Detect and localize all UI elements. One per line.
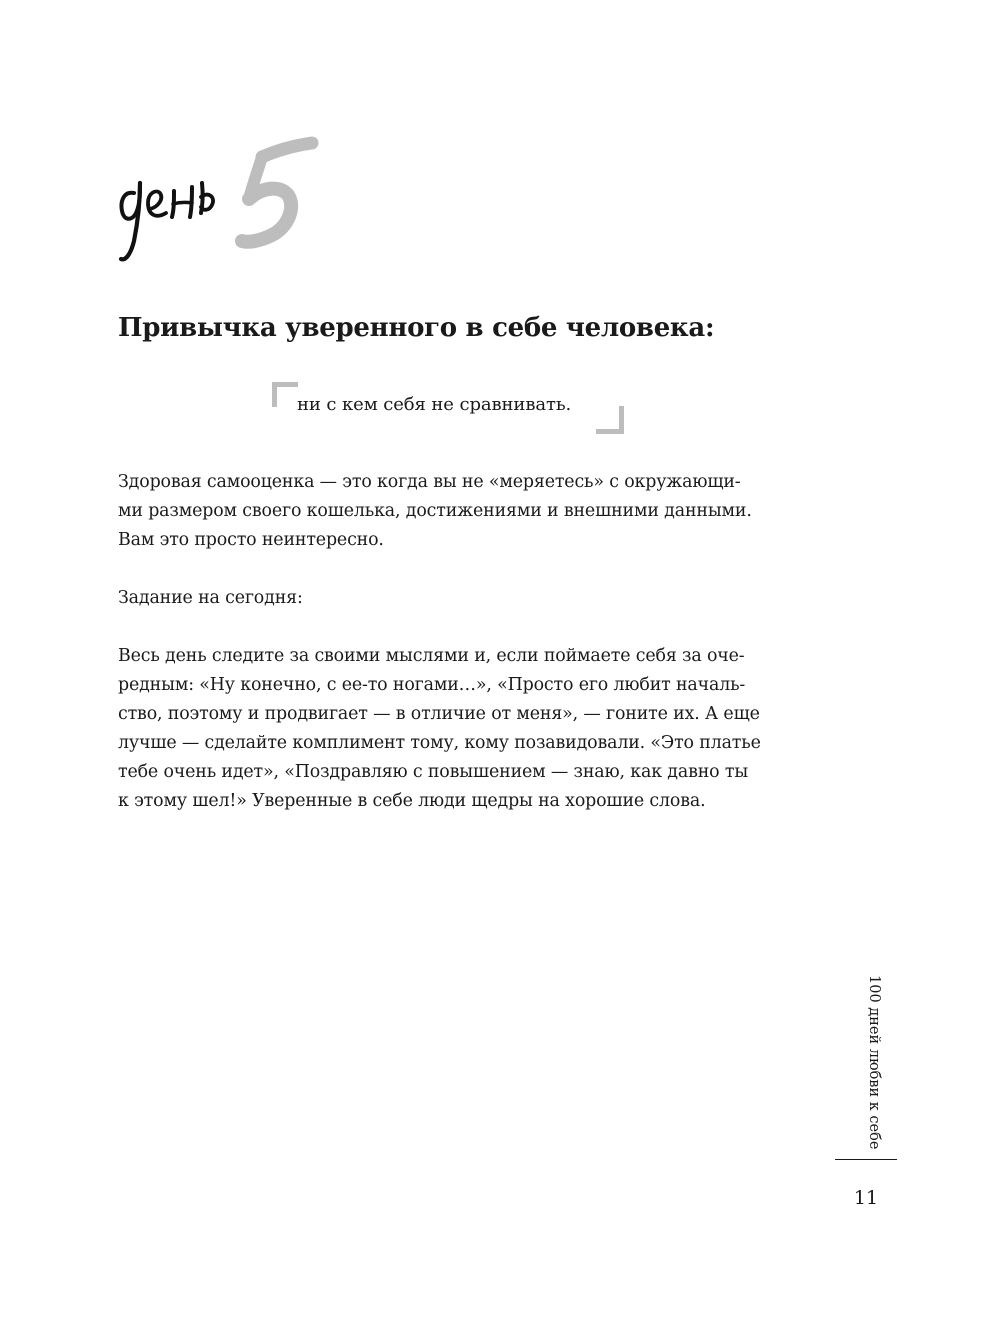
running-head: 100 дней любви к себе <box>866 975 882 1150</box>
paragraph-task-label <box>118 584 786 613</box>
paragraph-intro <box>118 468 786 555</box>
quote-text: ни с кем себя не сравнивать. <box>297 394 572 415</box>
text-line: Задание на сегодня: <box>118 588 303 608</box>
footer-rule <box>835 1159 897 1160</box>
day-heading <box>112 135 332 270</box>
quote-bracket-open <box>272 382 298 407</box>
text-line: тебе очень идет», «Поздравляю с повышением — знаю, как давно ты <box>118 762 749 782</box>
text-line: Здоровая самооценка — это когда вы не «меряетесь» с окружающи- <box>118 472 741 492</box>
text-line: ми размером своего кошелька, достижениями и внешними данными. <box>118 501 752 521</box>
text-line: лучше — сделайте комплимент тому, кому позавидовали. «Это платье <box>118 733 761 753</box>
day-number-brush <box>242 143 312 242</box>
text-line: ство, поэтому и продвигает — в отличие от меня», — гоните их. А еще <box>118 704 760 724</box>
day-lettering-graphic <box>112 135 332 270</box>
page-number: 11 <box>853 1187 879 1209</box>
pull-quote <box>272 382 624 434</box>
page-title: Привычка уверенного в себе человека: <box>118 313 715 343</box>
text-line: Вам это просто неинтересно. <box>118 530 384 550</box>
text-line: Весь день следите за своими мыслями и, если поймаете себя за оче- <box>118 646 745 666</box>
text-line: редным: «Ну конечно, с ее-то ногами…», «Просто его любит началь- <box>118 675 746 695</box>
day-word-script <box>121 183 213 259</box>
quote-bracket-close <box>596 406 624 434</box>
text-line: к этому шел!» Уверенные в себе люди щедры на хорошие слова. <box>118 791 706 811</box>
paragraph-task <box>118 642 786 816</box>
